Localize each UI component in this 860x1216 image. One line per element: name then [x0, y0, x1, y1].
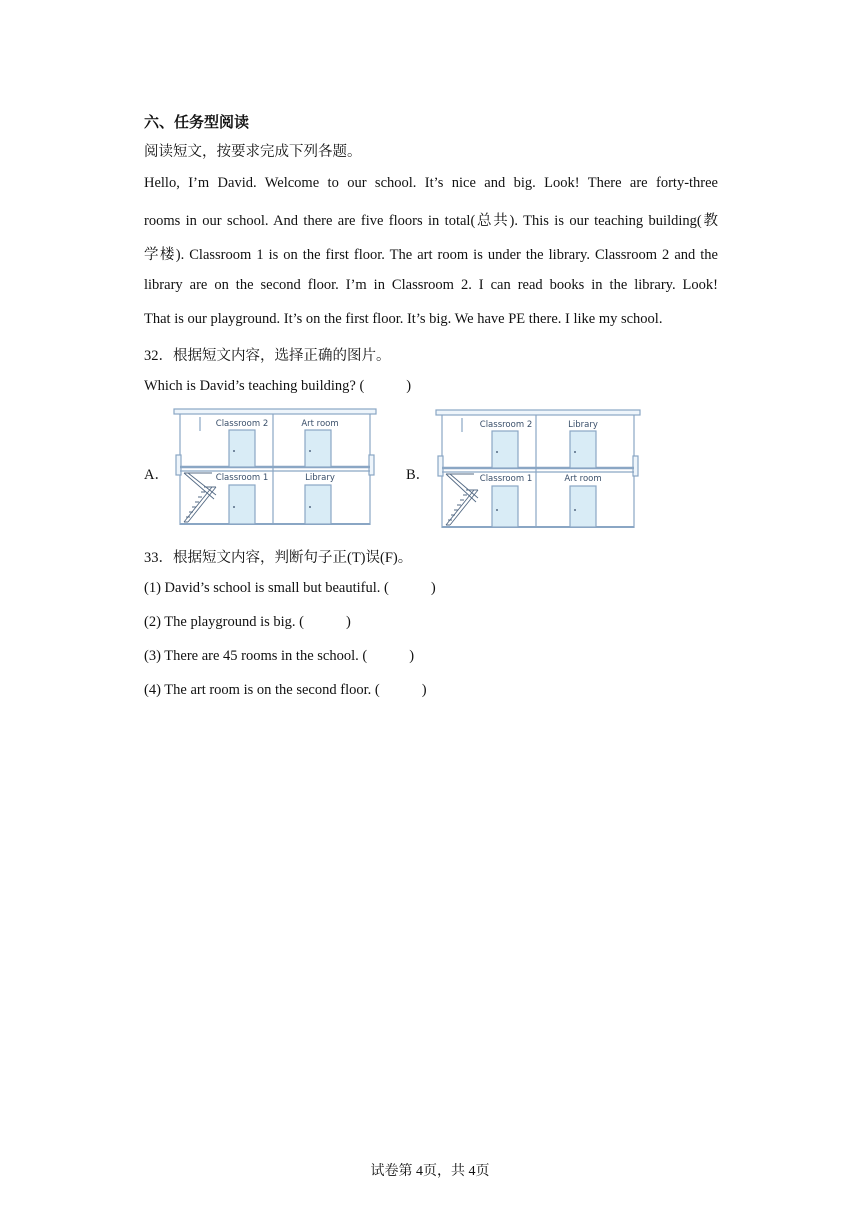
close-paren: ): [430, 580, 436, 596]
room-label-bottom-left: Classroom 1: [479, 474, 533, 484]
room-label-bottom-left: Classroom 1: [215, 473, 269, 483]
question-33-heading: 33．根据短文内容，判断句子正(T)误(F)。: [144, 550, 413, 566]
tf-item-text: (3) There are 45 rooms in the school. (: [144, 648, 368, 664]
option-b-building-image[interactable]: [434, 408, 642, 530]
room-label-bottom-right: Library: [305, 473, 335, 483]
tf-item: [144, 682, 427, 699]
section-title: 六、任务型阅读: [144, 113, 250, 131]
close-paren: ): [421, 682, 427, 698]
tf-item-text: (2) The playground is big. (: [144, 614, 305, 630]
instruction-text: 阅读短文，按要求完成下列各题。: [144, 144, 362, 160]
passage-line: Hello, I’m David. Welcome to our school. It’s nice and big. Look! There are forty-three: [144, 175, 718, 191]
room-label-top-right: Library: [568, 420, 598, 430]
tf-item-text: (4) The art room is on the second floor. (: [144, 682, 380, 698]
tf-item: [144, 580, 436, 597]
option-a-building-image[interactable]: [172, 407, 378, 527]
close-paren: ): [409, 648, 415, 664]
passage-line: library are on the second floor. I’m in Classroom 2. I can read books in the library. Look!: [144, 277, 718, 293]
room-label-top-right: Art room: [301, 419, 339, 429]
tf-item: [144, 614, 351, 631]
option-a-label: A．: [144, 467, 169, 483]
tf-item: [144, 648, 414, 665]
question-32-text: [144, 378, 411, 395]
page-footer: 试卷第 4页，共 4页: [370, 1164, 490, 1179]
close-paren: ): [406, 378, 412, 394]
passage-line: That is our playground. It’s on the first floor. It’s big. We have PE there. I like my school.: [144, 311, 663, 327]
option-b-label: B．: [406, 467, 431, 483]
tf-item-text: (1) David’s school is small but beautiful. (: [144, 580, 389, 596]
room-label-bottom-right: Art room: [564, 474, 602, 484]
close-paren: ): [346, 614, 351, 630]
room-label-top-left: Classroom 2: [215, 419, 269, 429]
room-label-top-left: Classroom 2: [479, 420, 533, 430]
passage-line: 学楼). Classroom 1 is on the first floor. The art room is under the library. Classroom 2 and the: [144, 247, 718, 263]
passage-line: rooms in our school. And there are five floors in total(总共). This is our teaching building(教: [144, 213, 718, 229]
question-32-prompt: Which is David’s teaching building? (: [144, 378, 365, 394]
question-32-heading: 32．根据短文内容，选择正确的图片。: [144, 348, 391, 364]
